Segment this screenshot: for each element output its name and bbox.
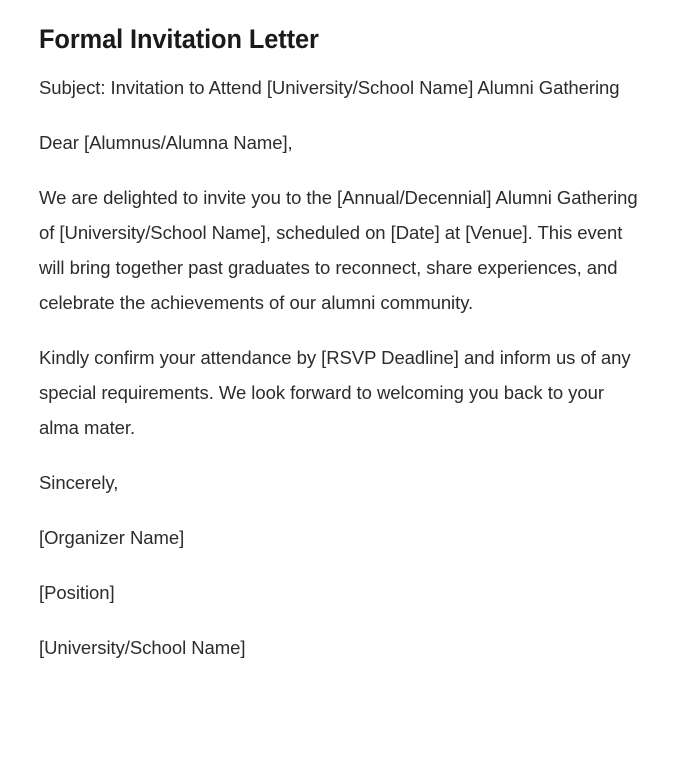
signature-position: [Position]	[39, 582, 115, 603]
paragraph-salutation: Dear [Alumnus/Alumna Name],	[39, 132, 293, 153]
letter-body	[39, 70, 647, 665]
paragraph-rsvp: Kindly confirm your attendance by [RSVP Deadline] and inform us of any special requirements. We look forward to welcoming you back to your alma mater.	[39, 347, 631, 438]
paragraph-subject: Subject: Invitation to Attend [University/School Name] Alumni Gathering	[39, 77, 620, 98]
signature-institution: [University/School Name]	[39, 637, 246, 658]
paragraph-invitation: We are delighted to invite you to the [Annual/Decennial] Alumni Gathering of [University/School Name], scheduled on [Date] at [Venue]. This event will bring together past graduates to reconnect, share experiences, and celebrate the achievements of our alumni community.	[39, 187, 638, 313]
signature-organizer-name: [Organizer Name]	[39, 527, 185, 548]
paragraph-closing: Sincerely,	[39, 472, 119, 493]
page-title: Formal Invitation Letter	[39, 24, 319, 54]
